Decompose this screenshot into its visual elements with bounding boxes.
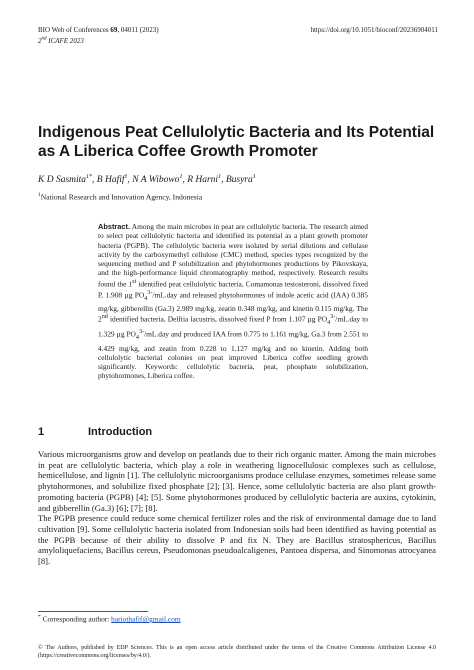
author-name: R Harni: [187, 175, 219, 186]
conference-name: 2nd ICAFE 2023: [38, 37, 84, 46]
journal-name: BIO Web of Conferences: [38, 26, 109, 34]
affiliation-marker: 1: [38, 192, 41, 198]
abstract-label: Abstract.: [98, 222, 131, 231]
doi-link[interactable]: https://doi.org/10.1051/bioconf/20236904011: [310, 26, 438, 34]
author-affiliation-marker: 1: [218, 174, 222, 180]
author-affiliation-marker: 1: [124, 174, 128, 180]
paragraph-2: The PGPB presence could reduce some chemical fertilizer roles and the risk of environmental damage due to land cultivation [9]. Some cellulolytic bacteria isolated from Indonesian soils had been identified as having potential as the PGPB because of their ability to dissolve P and fix N. They are Bacillus stratosphericus, Bacillus amyloliquefaciens, Bacillus cereus, Pseudomonas pseudoalcaligenes, Pantoea dispersa, and Sinomonas atrocyanea [8].: [38, 513, 436, 567]
author-list: K D Sasmita$^{1*}$, B Hafif$^1$, N A Wibowo$^1$, R Harni$^1$, Busyra$^1$: [38, 174, 256, 186]
affiliation-text: National Research and Innovation Agency, Indonesia: [40, 192, 203, 202]
author-name: K D Sasmita: [38, 175, 87, 186]
section-number: 1: [38, 426, 45, 438]
author-name: Busyra: [225, 175, 253, 186]
corresponding-author-footnote: [38, 614, 181, 623]
paragraph-1: Various microorganisms grow and develop on peatlands due to their rich organic matter. Among the main microbes in peat are cellulolytic bacteria, which play a role in weathering lignocellulosic complexes such as cellulose, hemicellulose, and lignin [1]. The cellulolytic microorganisms produce cellulase enzymes, sometimes release some phytohormones, and solubilize fixed phosphate [2]; [3]. Hence, some cellulolytic bacteria are also plant growth-promoting bacteria (PGPB) [4]; [5]. Some phytohormones produced by cellulolytic bacteria are auxins, cytokinin, and gibberellin (Ga.3) [6]; [7]; [8].: [38, 449, 436, 513]
article-number: , 04011 (2023): [117, 26, 159, 34]
author-affiliation-marker: 1: [179, 174, 183, 180]
footnote-label: Corresponding author:: [42, 614, 112, 624]
author-name: B Hafif: [96, 175, 125, 186]
copyright-notice: © The Authors, published by EDP Sciences. This is an open access article distributed under the terms of the Creative Commons Attribution License 4.0 (https://creativecommons.org/licenses/by/4.0/).: [38, 645, 436, 659]
section-title: Introduction: [88, 426, 153, 438]
footnote-marker: *: [38, 614, 41, 620]
author-affiliation-marker: 1*: [86, 174, 93, 180]
body-text: [38, 449, 436, 567]
footnote-divider: [38, 611, 148, 612]
affiliation: [38, 192, 202, 202]
abstract: Abstract. Among the main microbes in peat are cellulolytic bacteria. The research aimed to select peat cellulolytic bacteria and identified its potential as a plant growth promoter bacteria (PGPB). The cellulolytic bacteria were isolated by serial dilutions and cellulase activity by the carboxymethyl cellulose (CMC) method, species types recognized by the sequencing method and P solubilization and phytohormones productions by Pikovskaya, and the high-performance liquid chromatography method, respectively. Research results found the 1st identified peat cellulolytic bacteria, Comamonas testosteroni, dissolved fixed P, 1.908 µg $PO_4^{3-}/mL.day$ and released phytohormones of indole acetic acid (IAA) 0.385 mg/kg, gibberellin (Ga.3) 2.989 mg/kg, zeatin 0.348 mg/kg, and kinetin 0.115 mg/kg. The 2nd identified bacteria, Delftia lacustris, dissolved fixed P from 1.107 µg $PO_4^{3-}/mL.day$ to 1.329 µg $PO_4^{3-}/mL.day$ and produced IAA from 0.775 to 1.161 mg/kg, Ga.3 from 2.551 to 4.429 mg/kg, and zeatin from 0.228 to 1.127 mg/kg and no kinetin. Adding both cellulolytic bacterial colonies on peat improved Liberica coffee seedling growth significantly. Keywords: cellulolytic bacteria, peat, phosphate solubilization, phytohormones, Liberica coffee.: [98, 222, 369, 381]
section-heading-introduction: [38, 426, 338, 438]
paper-title: Indigenous Peat Cellulolytic Bacteria and Its Potential as A Liberica Coffee Growth Promoter: [38, 124, 435, 160]
author-affiliation-marker: 1: [252, 174, 256, 180]
author-email-link[interactable]: bariothafif@gmail.com: [111, 614, 181, 624]
journal-citation: [38, 26, 159, 46]
journal-volume: 69: [110, 26, 118, 34]
author-name: N A Wibowo: [132, 175, 180, 186]
